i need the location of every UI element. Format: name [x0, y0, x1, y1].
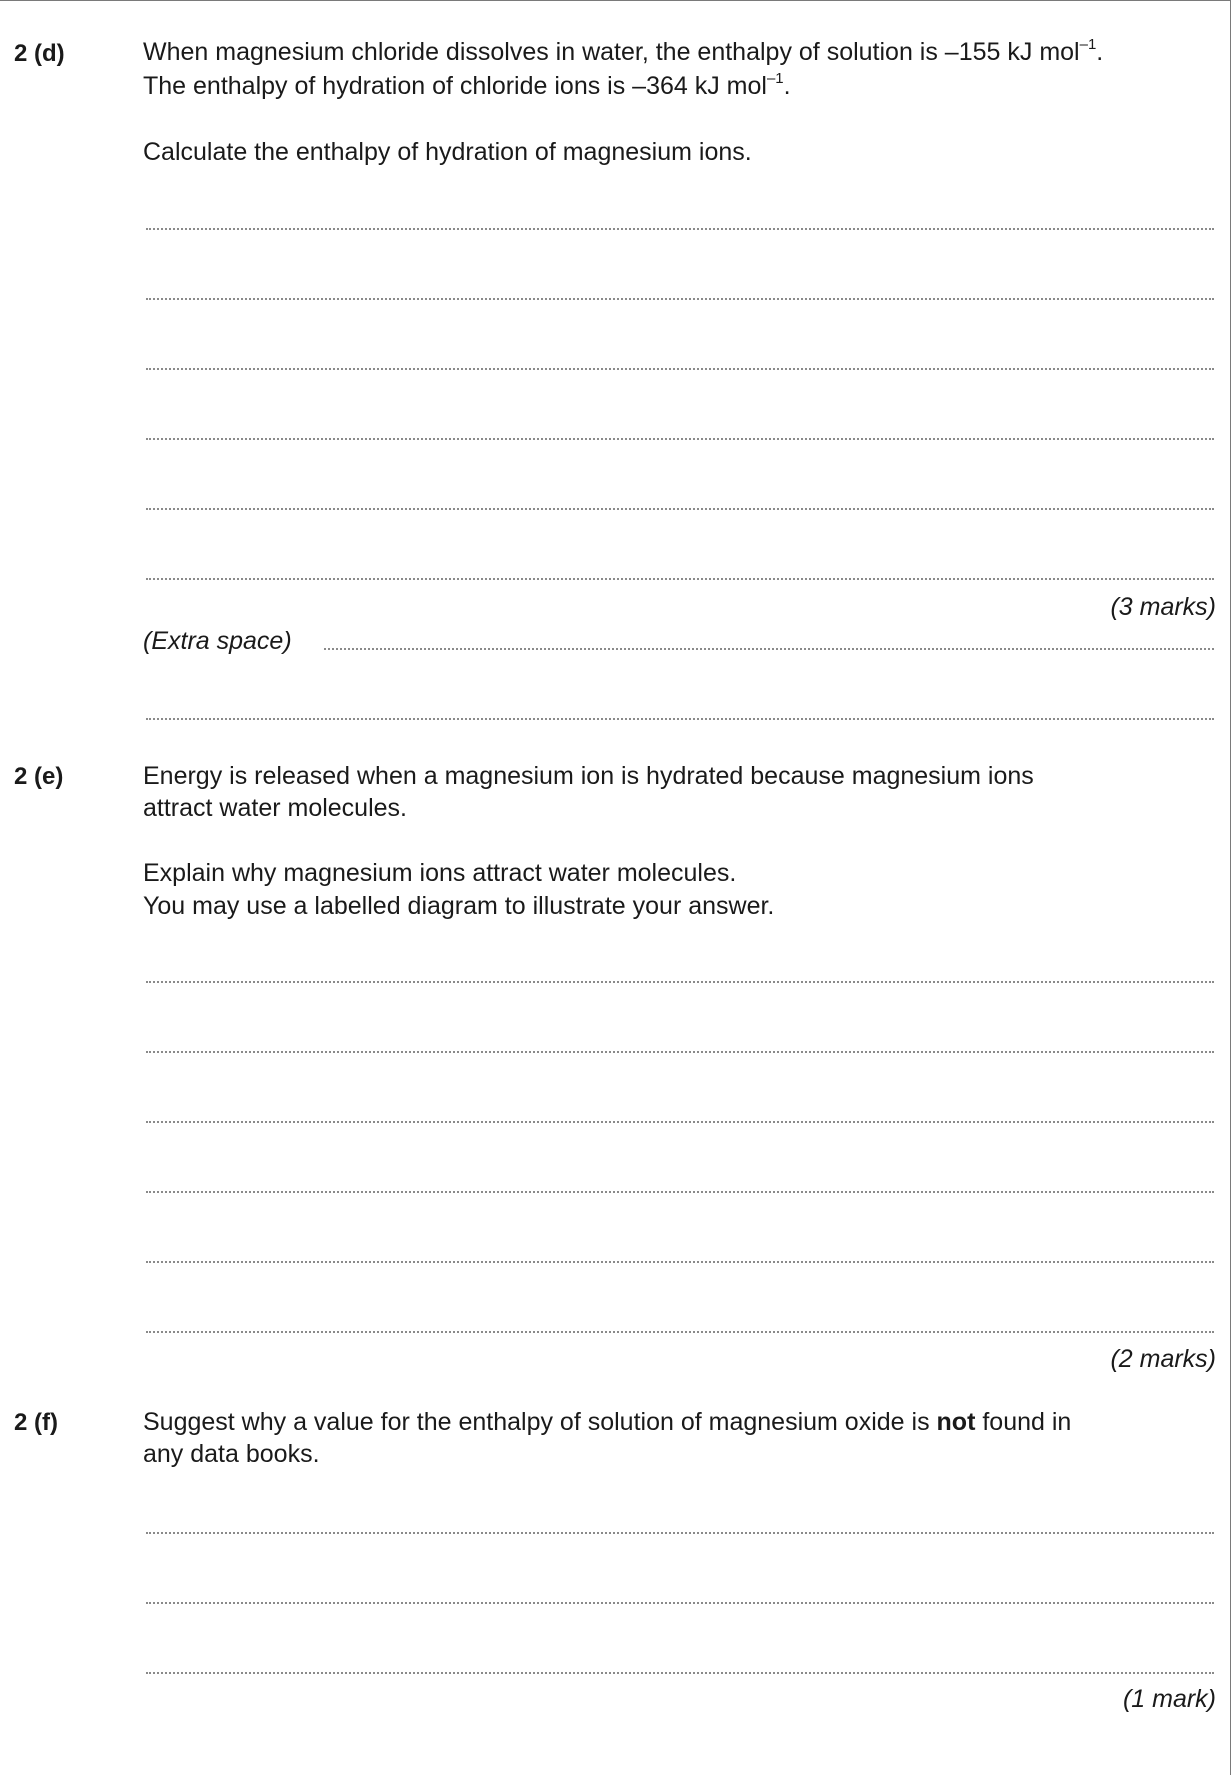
answer-line[interactable] — [146, 981, 1214, 983]
question-number-2e: 2 (e) — [14, 763, 64, 790]
q2d-marks: (3 marks) — [1110, 593, 1216, 621]
q2f-marks: (1 mark) — [1122, 1685, 1216, 1713]
answer-line[interactable] — [146, 1051, 1214, 1053]
page-border-top — [0, 0, 1231, 1]
answer-line[interactable] — [146, 578, 1214, 580]
q2f-line-1: Suggest why a value for the enthalpy of solution of magnesium oxide is not found in — [143, 1408, 1072, 1436]
answer-line[interactable] — [146, 508, 1214, 510]
q2e-marks: (2 marks) — [1110, 1345, 1216, 1373]
q2e-line-4: You may use a labelled diagram to illustrate your answer. — [143, 892, 775, 920]
q2d-instruction: Calculate the enthalpy of hydration of magnesium ions. — [143, 138, 752, 166]
answer-line[interactable] — [146, 1121, 1214, 1123]
q2e-line-1: Energy is released when a magnesium ion is hydrated because magnesium ions — [143, 762, 1034, 790]
q2e-line-3: Explain why magnesium ions attract water molecules. — [143, 859, 737, 887]
question-number-2d: 2 (d) — [14, 40, 65, 67]
answer-line[interactable] — [146, 1191, 1214, 1193]
question-number-2f: 2 (f) — [14, 1409, 58, 1436]
q2e-line-2: attract water molecules. — [143, 794, 407, 822]
answer-line[interactable] — [146, 298, 1214, 300]
answer-line[interactable] — [146, 1532, 1214, 1534]
extra-space-line[interactable] — [146, 718, 1214, 720]
extra-space-line[interactable] — [324, 648, 1214, 650]
page-border-right — [1230, 0, 1231, 1775]
answer-line[interactable] — [146, 1261, 1214, 1263]
answer-line[interactable] — [146, 228, 1214, 230]
answer-line[interactable] — [146, 1602, 1214, 1604]
q2d-line-2: The enthalpy of hydration of chloride ions is –364 kJ mol$^{-1}$. — [143, 70, 791, 100]
q2f-line-2: any data books. — [143, 1440, 320, 1468]
answer-line[interactable] — [146, 368, 1214, 370]
extra-space-label: (Extra space) — [143, 627, 292, 655]
answer-line[interactable] — [146, 1672, 1214, 1674]
answer-line[interactable] — [146, 438, 1214, 440]
q2d-line-1: When magnesium chloride dissolves in water, the enthalpy of solution is –155 kJ mol$^{-1}$. — [143, 36, 1104, 66]
answer-line[interactable] — [146, 1331, 1214, 1333]
